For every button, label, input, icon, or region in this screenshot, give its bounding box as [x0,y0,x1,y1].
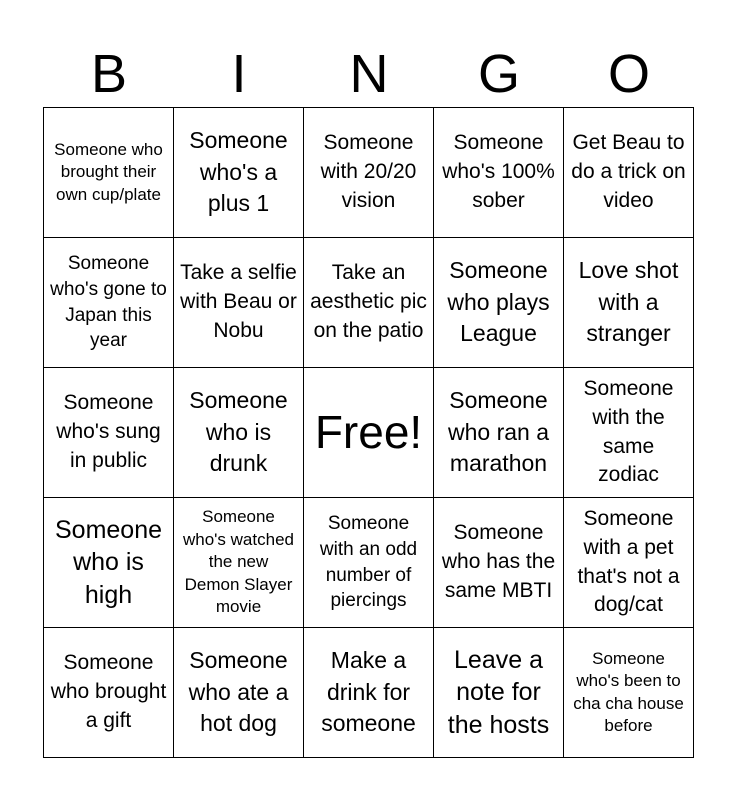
free-space[interactable] [304,368,434,498]
cell-text: Someone who ate a hot dog [188,646,289,737]
bingo-cell[interactable] [564,238,694,368]
header-letter-n: N [349,44,389,104]
cell-text: Someone who's sung in public [56,391,161,472]
cell-text: Someone who plays League [447,256,550,347]
header-letter-g: G [477,44,520,104]
cell-text: Someone who brought a gift [50,651,167,732]
cell-text: Someone who's watched the new Demon Slayer movie [183,507,294,617]
cell-text: Leave a note for the hosts [447,645,550,739]
bingo-cell[interactable] [304,108,434,238]
bingo-cell[interactable] [44,498,174,628]
header-letter-b: B [90,44,128,104]
bingo-cell[interactable] [174,368,304,498]
bingo-cell[interactable] [44,108,174,238]
cell-text: Someone who's 100% sober [442,131,555,212]
bingo-cell[interactable] [434,498,564,628]
bingo-cell[interactable] [564,628,694,758]
cell-text: Someone who is drunk [189,386,288,477]
cell-text: Someone who has the same MBTI [441,521,556,602]
cell-text: Take an aesthetic pic on the patio [310,261,427,342]
bingo-cell[interactable] [564,108,694,238]
bingo-cell[interactable] [174,108,304,238]
cell-text: Someone who's gone to Japan this year [50,252,167,352]
cell-text: Someone who's a plus 1 [189,126,288,217]
bingo-cell[interactable] [304,628,434,758]
cell-text: Get Beau to do a trick on video [571,131,686,212]
cell-text: Someone who is high [54,515,163,609]
cell-text: Make a drink for someone [321,646,416,737]
cell-text: Someone with the same zodiac [583,376,674,487]
bingo-cell[interactable] [174,628,304,758]
bingo-board [43,107,694,758]
bingo-cell[interactable] [304,238,434,368]
bingo-cell[interactable] [304,498,434,628]
cell-text: Someone who ran a marathon [447,386,549,477]
bingo-cell[interactable] [174,498,304,628]
cell-text: Take a selfie with Beau or Nobu [180,261,297,342]
bingo-cell[interactable] [174,238,304,368]
bingo-cell[interactable] [44,238,174,368]
bingo-cell[interactable] [44,368,174,498]
bingo-cell[interactable] [44,628,174,758]
header-letter-i: I [231,44,247,104]
bingo-header [44,40,694,108]
bingo-cell[interactable] [434,628,564,758]
cell-text: Someone with 20/20 vision [320,131,417,212]
cell-text: Someone who brought their own cup/plate [54,139,163,204]
header-letter-o: O [607,44,650,104]
cell-text: Someone who's been to cha cha house before [573,648,684,735]
cell-text: Someone with an odd number of piercings [319,512,418,612]
bingo-cell[interactable] [434,368,564,498]
bingo-cell[interactable] [434,108,564,238]
bingo-cell[interactable] [564,368,694,498]
free-space-text: Free! [314,406,423,459]
cell-text: Love shot with a stranger [578,256,679,347]
cell-text: Someone with a pet that's not a dog/cat [577,506,680,617]
bingo-cell[interactable] [564,498,694,628]
bingo-cell[interactable] [434,238,564,368]
